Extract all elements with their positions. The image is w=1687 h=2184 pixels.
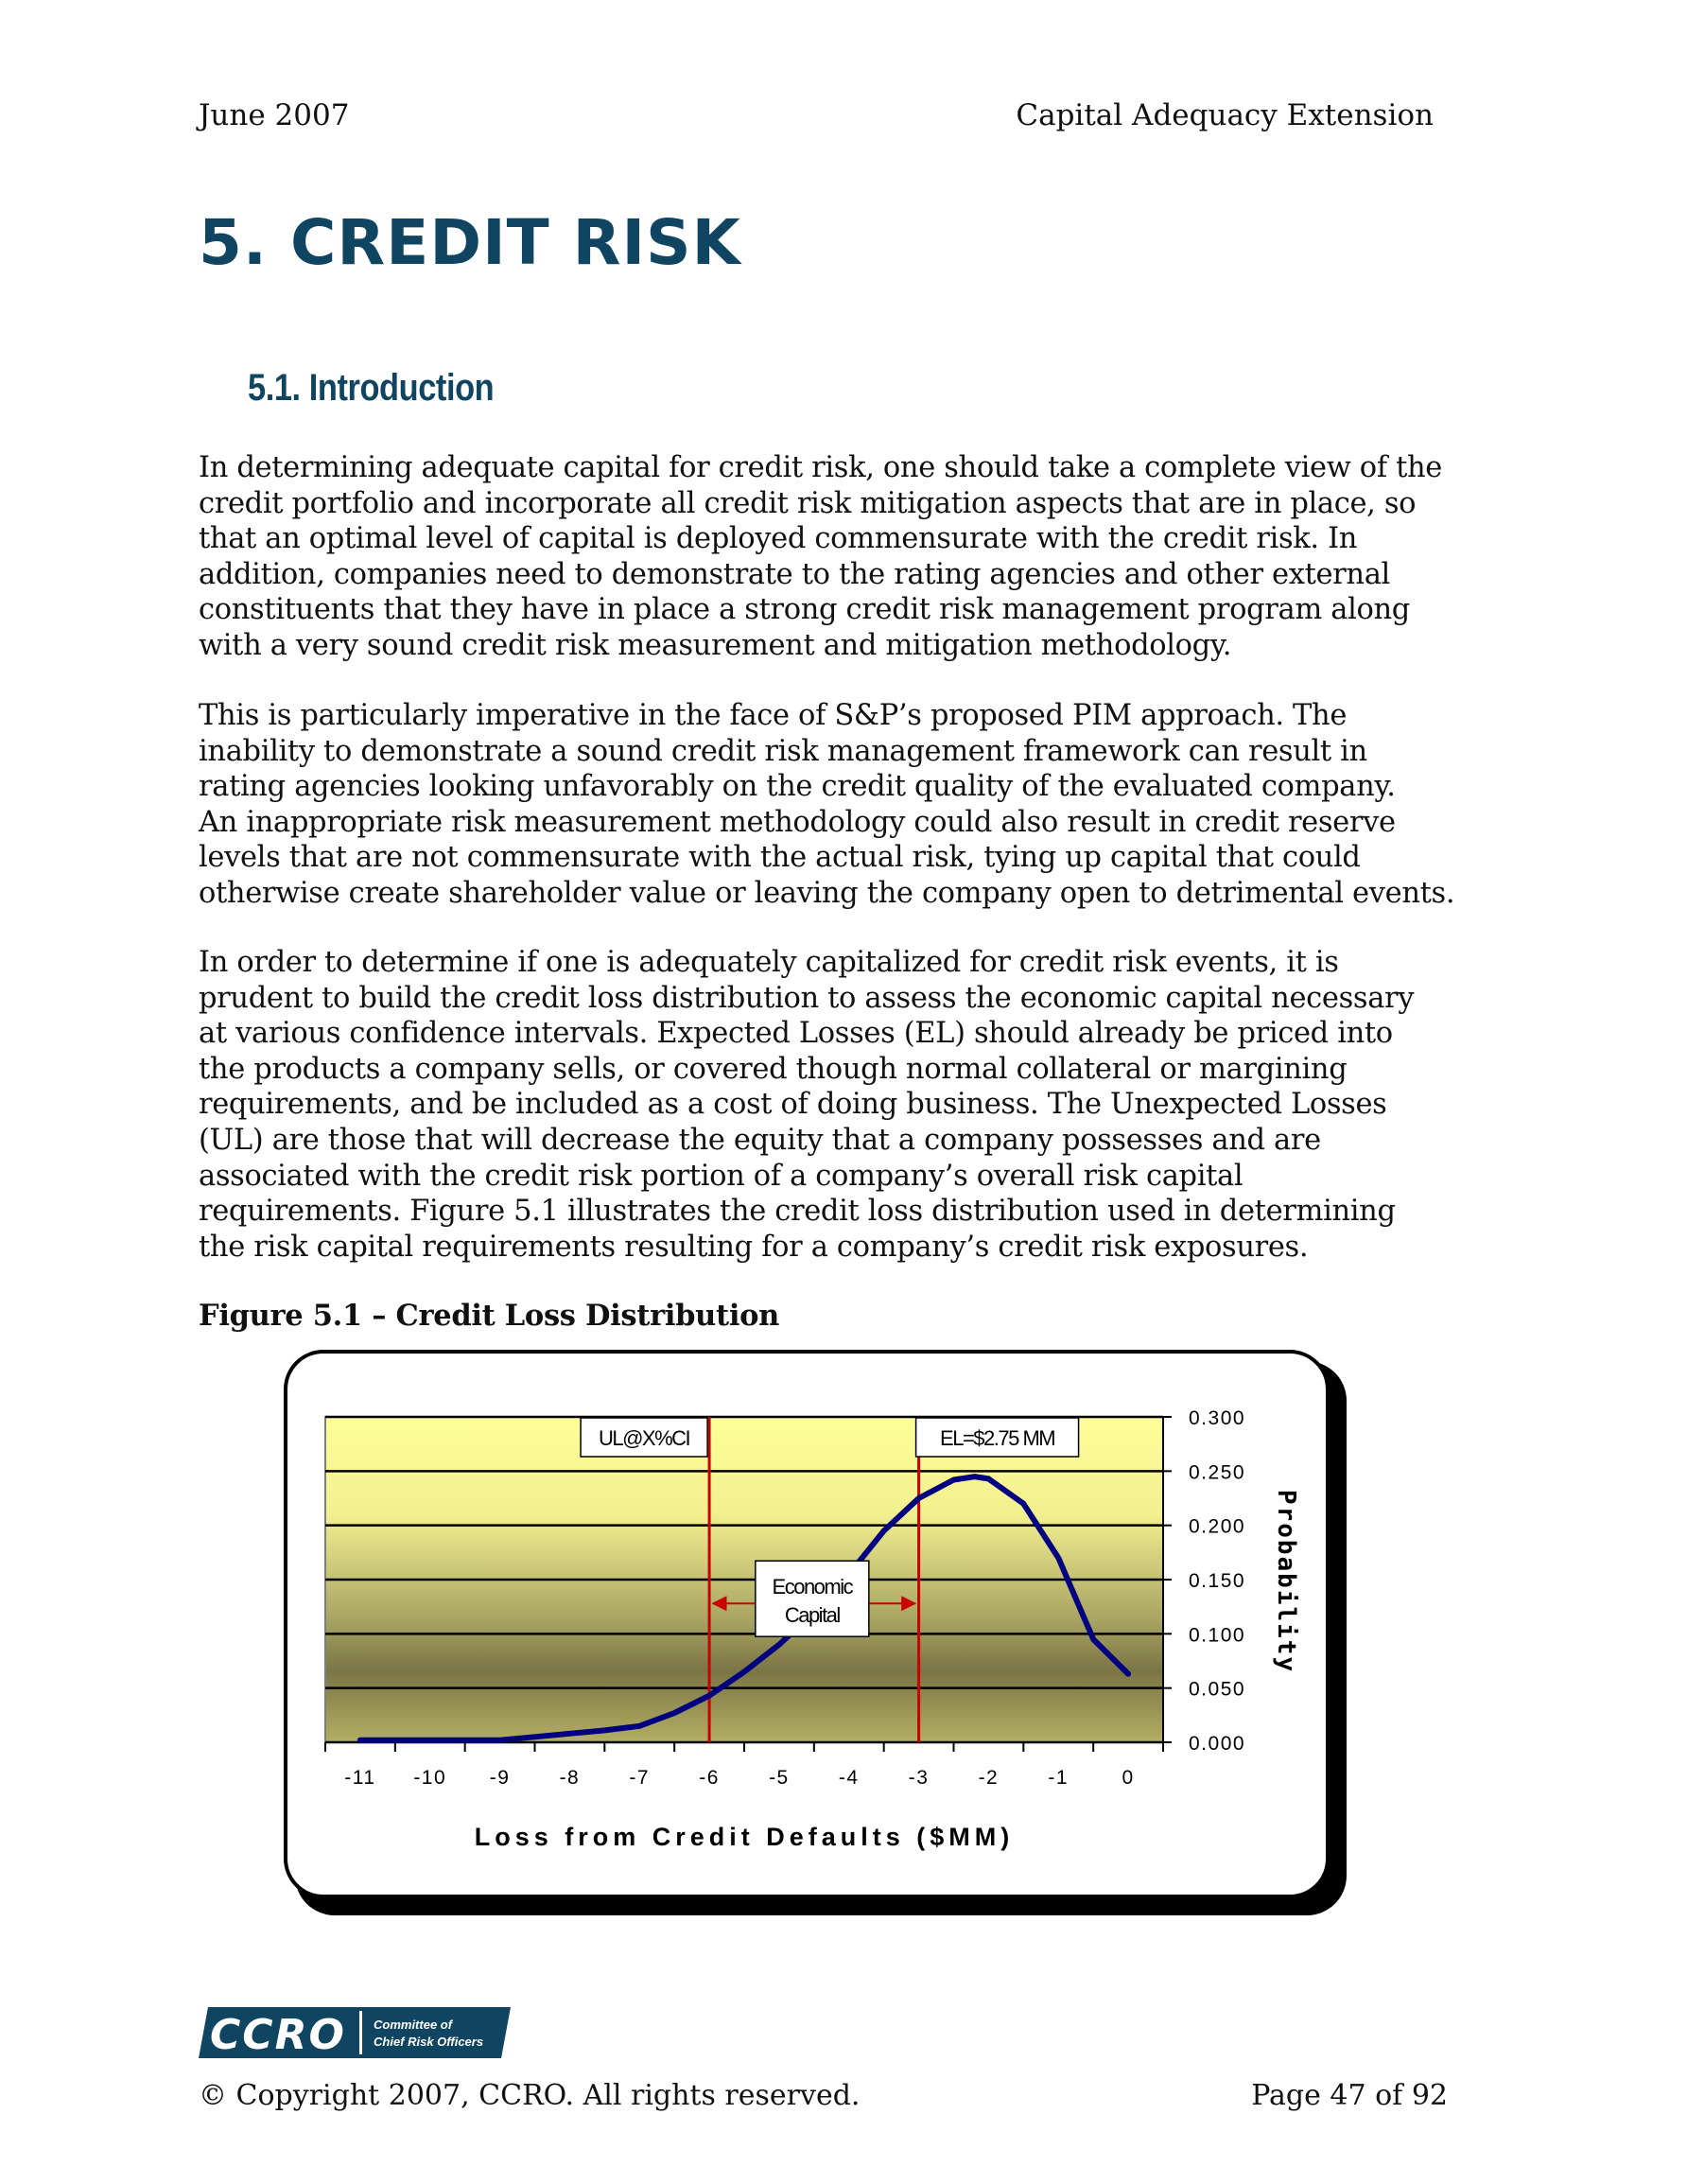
x-tick-label: -5 [769,1767,790,1789]
data-point [1126,1671,1131,1676]
paragraph-3: In order to determine if one is adequately capitalized for credit risk events, it is prudent to build the credit loss distribution to assess the economic capital necessary at various confidence intervals. Expected Losses (EL) should already be priced into the products a company sells, or covered though normal collateral or margining requirements, and be included as a cost of doing business. The Unexpected Losses (UL) are those that will decrease the equity that a company possesses and are associated with the credit risk portion of a company’s overall risk capital requirements. Figure 5.1 illustrates the credit loss distribution used in determining the risk capital requirements resulting for a company’s credit risk exposures. [199,946,1415,1264]
x-tick-label: -4 [838,1767,860,1789]
econ-label-line-2: Capital [784,1603,840,1628]
y-tick-label: 0.150 [1189,1570,1246,1592]
data-point [637,1723,642,1728]
data-point [881,1529,886,1533]
el-label: EL=$2.75 MM [940,1426,1055,1450]
x-tick-label: -1 [1048,1767,1070,1789]
data-point [916,1496,921,1501]
data-point [1021,1501,1026,1506]
ul-label: UL@X%CI [598,1426,690,1450]
footer-copyright: © Copyright 2007, CCRO. All rights reserved. [199,2079,861,2112]
paragraph-2: This is particularly imperative in the face of S&P’s proposed PIM approach. The inability to demonstrate a sound credit risk management framework can result in rating agencies looking unfavorably on the credit quality of the evaluated company. An inappropriate risk measurement methodology could also result in credit reserve levels that are not commensurate with the actual risk, tying up capital that could otherwise create shareholder value or leaving the company open to detrimental events. [199,699,1455,910]
data-point [1091,1637,1096,1642]
y-tick-label: 0.300 [1189,1407,1246,1429]
data-point [427,1738,432,1742]
x-tick-label: -6 [699,1767,720,1789]
ccro-logo [199,2005,511,2060]
x-tick-label: -10 [413,1767,447,1789]
paragraph-1: In determining adequate capital for credit risk, one should take a complete view of the credit portfolio and incorporate all credit risk mitigation aspects that are in place, so that an optimal level of capital is deployed commensurate with the credit risk. In addition, companies need to demonstrate to the rating agencies and other external constituents that they have in place a strong credit risk management program along with a very sound credit risk measurement and mitigation methodology. [199,451,1443,662]
data-point [986,1476,991,1481]
x-tick-label: -7 [629,1767,651,1789]
y-tick-label: 0.250 [1189,1461,1246,1484]
y-tick-label: 0.200 [1189,1515,1246,1538]
data-point [357,1738,362,1742]
x-tick-label: -8 [559,1767,581,1789]
y-axis-label: Probability [1272,1489,1300,1674]
logo-subtitle-2: Chief Risk Officers [374,2035,484,2049]
y-tick-label: 0.050 [1189,1678,1246,1701]
header-date: June 2007 [199,98,350,132]
data-point [497,1738,502,1742]
x-tick-label: -11 [344,1767,376,1789]
y-axis [1163,1407,1245,1755]
data-point [532,1735,537,1739]
data-point [707,1693,712,1698]
figure-caption: Figure 5.1 – Credit Loss Distribution [199,1299,780,1333]
data-point [567,1731,572,1736]
logo-wordmark: CCRO [210,2011,346,2059]
section-title: 5.1. Introduction [248,367,495,409]
chapter-title: 5. CREDIT RISK [199,206,741,279]
x-axis [325,1742,1163,1789]
x-axis-label: Loss from Credit Defaults ($MM) [474,1823,1015,1851]
data-point [951,1477,956,1482]
x-tick-label: -9 [489,1767,511,1789]
y-tick-label: 0.100 [1189,1624,1246,1647]
data-point [672,1711,677,1716]
econ-label-line-1: Economic [772,1575,853,1599]
data-point [1056,1556,1061,1561]
x-tick-label: 0 [1122,1767,1135,1789]
data-point [776,1642,781,1647]
data-point [972,1475,977,1479]
x-tick-label: -2 [978,1767,1000,1789]
logo-subtitle-1: Committee of [374,2018,453,2032]
x-tick-label: -3 [908,1767,930,1789]
data-point [742,1669,747,1674]
header-title: Capital Adequacy Extension [1016,98,1434,132]
y-tick-label: 0.000 [1189,1733,1246,1755]
footer-page-number: Page 47 of 92 [1251,2079,1448,2112]
data-point [1077,1604,1082,1609]
data-point [602,1728,607,1733]
